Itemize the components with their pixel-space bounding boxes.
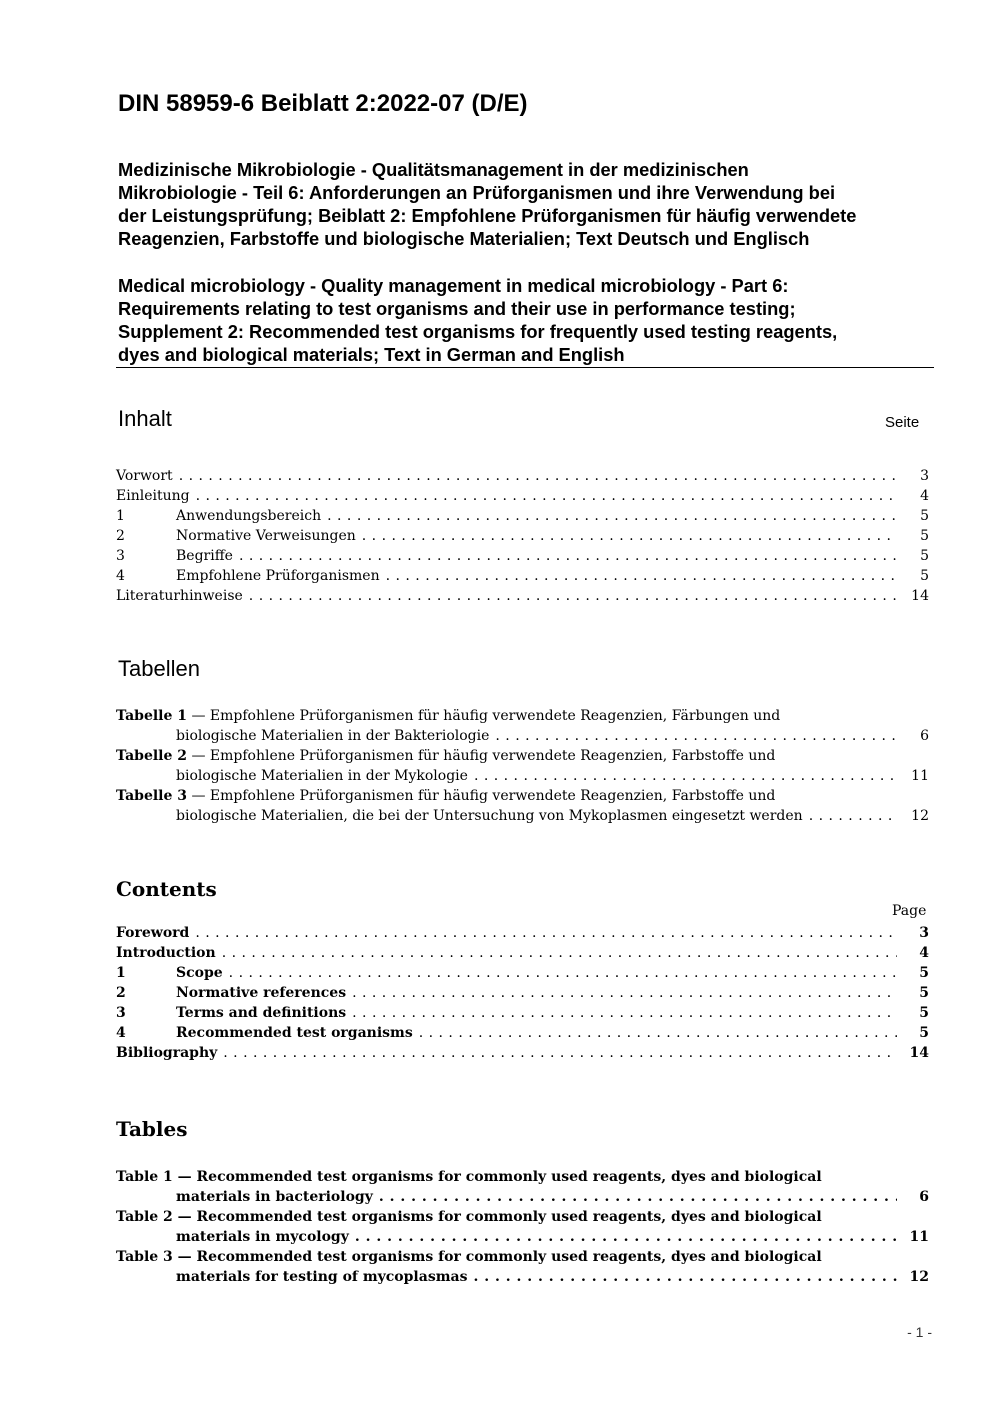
table-entry[interactable]: [116, 1167, 929, 1207]
table-entry-page: 12: [911, 808, 929, 824]
table-entry-page: 12: [909, 1269, 929, 1285]
toc-entry[interactable]: [116, 1023, 929, 1043]
toc-entry-label: Scope: [176, 965, 223, 981]
subtitle-line: Requirements relating to test organisms and their use in performance testing;: [118, 298, 796, 319]
toc-entry-label: Recommended test organisms: [176, 1025, 413, 1041]
table-entry-page: 6: [920, 728, 929, 744]
toc-leader-dots: [217, 1043, 897, 1063]
table-entry-prefix: Table 1: [116, 1169, 173, 1185]
table-entry-title-cont: materials in mycology: [176, 1229, 349, 1245]
table-entry-title: — Recommended test organisms for commonly used reagents, dyes and biological: [172, 1169, 822, 1185]
table-entry-title: — Empfohlene Prüforganismen für häufig verwendete Reagenzien, Färbungen und: [187, 708, 781, 724]
page-number: - 1 -: [907, 1324, 932, 1340]
toc-entry[interactable]: [116, 466, 929, 486]
toc-entry[interactable]: [116, 586, 929, 606]
contents-toc: [116, 923, 929, 1063]
toc-entry-page: 14: [911, 588, 929, 604]
tabellen-toc: [116, 706, 929, 826]
toc-leader-dots: [489, 726, 897, 746]
table-entry-title: — Empfohlene Prüforganismen für häufig verwendete Reagenzien, Farbstoffe und: [187, 748, 776, 764]
toc-entry-page: 5: [920, 568, 929, 584]
toc-leader-dots: [346, 1003, 897, 1023]
contents-page-label: Page: [892, 903, 927, 919]
toc-entry-label: Anwendungsbereich: [176, 508, 322, 524]
toc-leader-dots: [349, 1227, 897, 1247]
tables-toc: [116, 1167, 929, 1287]
subtitle-line: Mikrobiologie - Teil 6: Anforderungen an Prüforganismen und ihre Verwendung bei: [118, 182, 836, 203]
toc-entry-page: 4: [920, 488, 929, 504]
toc-leader-dots: [467, 1267, 897, 1287]
toc-entry-number: 2: [116, 528, 125, 544]
toc-entry-label: Bibliography: [116, 1045, 218, 1061]
toc-leader-dots: [468, 766, 897, 786]
toc-entry-number: 2: [116, 985, 126, 1001]
toc-entry-page: 3: [919, 925, 929, 941]
inhalt-heading: Inhalt: [118, 406, 172, 431]
toc-entry-label: Vorwort: [116, 468, 173, 484]
subtitle-line: dyes and biological materials; Text in German and English: [118, 344, 625, 365]
toc-leader-dots: [356, 526, 897, 546]
subtitle-line: der Leistungsprüfung; Beiblatt 2: Empfohlene Prüforganismen für häufig verwendete: [118, 205, 857, 226]
toc-entry-label: Foreword: [116, 925, 190, 941]
toc-entry-label: Literaturhinweise: [116, 588, 243, 604]
toc-entry[interactable]: [116, 943, 929, 963]
table-entry-prefix: Tabelle 3: [116, 788, 188, 804]
toc-leader-dots: [189, 923, 897, 943]
toc-entry-page: 14: [909, 1045, 929, 1061]
document-title: DIN 58959-6 Beiblatt 2:2022-07 (D/E): [118, 90, 528, 117]
toc-entry-label: Begriffe: [176, 548, 233, 564]
inhalt-page-label: Seite: [885, 414, 920, 431]
toc-leader-dots: [373, 1187, 897, 1207]
toc-entry[interactable]: [116, 486, 929, 506]
table-entry-page: 6: [919, 1189, 929, 1205]
table-entry-prefix: Tabelle 2: [116, 748, 188, 764]
toc-entry-page: 5: [919, 985, 929, 1001]
toc-leader-dots: [190, 486, 897, 506]
table-entry-prefix: Table 2: [116, 1209, 173, 1225]
toc-leader-dots: [216, 943, 897, 963]
toc-leader-dots: [346, 983, 897, 1003]
toc-entry-page: 5: [920, 528, 929, 544]
toc-entry-label: Introduction: [116, 945, 216, 961]
toc-entry-label: Normative references: [176, 985, 347, 1001]
toc-entry-number: 3: [116, 1005, 126, 1021]
table-entry-prefix: Tabelle 1: [116, 708, 188, 724]
toc-entry[interactable]: [116, 546, 929, 566]
toc-leader-dots: [173, 466, 897, 486]
toc-entry-label: Einleitung: [116, 488, 190, 504]
toc-entry-number: 3: [116, 548, 125, 564]
subtitle-english: [118, 274, 948, 366]
tables-heading: Tables: [116, 1117, 188, 1141]
toc-entry-page: 5: [919, 1025, 929, 1041]
table-entry-prefix: Table 3: [116, 1249, 173, 1265]
toc-leader-dots: [321, 506, 897, 526]
toc-entry[interactable]: [116, 1003, 929, 1023]
table-entry-title-cont: biologische Materialien in der Mykologie: [176, 768, 468, 784]
subtitle-line: Reagenzien, Farbstoffe und biologische Materialien; Text Deutsch und Englisch: [118, 228, 810, 249]
toc-entry-page: 4: [919, 945, 929, 961]
toc-entry-number: 4: [116, 568, 125, 584]
table-entry[interactable]: [116, 786, 929, 826]
table-entry[interactable]: [116, 1207, 929, 1247]
toc-entry[interactable]: [116, 1043, 929, 1063]
subtitle-line: Medizinische Mikrobiologie - Qualitätsmanagement in der medizinischen: [118, 159, 749, 180]
table-entry[interactable]: [116, 1247, 929, 1287]
toc-entry-page: 5: [920, 508, 929, 524]
tabellen-heading: Tabellen: [118, 656, 200, 681]
toc-entry-page: 5: [920, 548, 929, 564]
toc-entry[interactable]: [116, 983, 929, 1003]
inhalt-toc: [116, 466, 929, 606]
title-divider: [116, 367, 934, 368]
toc-entry-label: Normative Verweisungen: [176, 528, 356, 544]
toc-entry-page: 5: [919, 965, 929, 981]
table-entry[interactable]: [116, 706, 929, 746]
subtitle-german: [118, 158, 948, 250]
toc-entry-number: 4: [116, 1025, 126, 1041]
table-entry-title-cont: biologische Materialien in der Bakteriologie: [176, 728, 490, 744]
toc-entry[interactable]: [116, 566, 929, 586]
table-entry-title-cont: materials for testing of mycoplasmas: [176, 1269, 468, 1285]
subtitle-line: Medical microbiology - Quality management in medical microbiology - Part 6:: [118, 275, 789, 296]
table-entry-title-cont: materials in bacteriology: [176, 1189, 373, 1205]
subtitle-line: Supplement 2: Recommended test organisms for frequently used testing reagents,: [118, 321, 838, 342]
contents-heading: Contents: [116, 877, 217, 901]
toc-entry[interactable]: [116, 506, 929, 526]
table-entry-title-cont: biologische Materialien, die bei der Untersuchung von Mykoplasmen eingesetzt werden: [176, 808, 803, 824]
toc-leader-dots: [243, 586, 897, 606]
toc-entry-number: 1: [116, 508, 125, 524]
toc-entry[interactable]: [116, 963, 929, 983]
toc-leader-dots: [803, 806, 897, 826]
toc-entry-page: 5: [919, 1005, 929, 1021]
toc-entry[interactable]: [116, 526, 929, 546]
table-entry-page: 11: [911, 768, 929, 784]
toc-entry-label: Terms and definitions: [176, 1005, 347, 1021]
toc-leader-dots: [413, 1023, 897, 1043]
toc-leader-dots: [380, 566, 897, 586]
table-entry-title: — Empfohlene Prüforganismen für häufig verwendete Reagenzien, Farbstoffe und: [187, 788, 776, 804]
table-entry[interactable]: [116, 746, 929, 786]
toc-entry-label: Empfohlene Prüforganismen: [176, 568, 380, 584]
table-entry-page: 11: [909, 1229, 929, 1245]
toc-leader-dots: [223, 963, 897, 983]
toc-leader-dots: [233, 546, 897, 566]
toc-entry-page: 3: [920, 468, 929, 484]
table-entry-title: — Recommended test organisms for commonly used reagents, dyes and biological: [172, 1209, 822, 1225]
table-entry-title: — Recommended test organisms for commonly used reagents, dyes and biological: [172, 1249, 822, 1265]
toc-entry[interactable]: [116, 923, 929, 943]
toc-entry-number: 1: [116, 965, 126, 981]
